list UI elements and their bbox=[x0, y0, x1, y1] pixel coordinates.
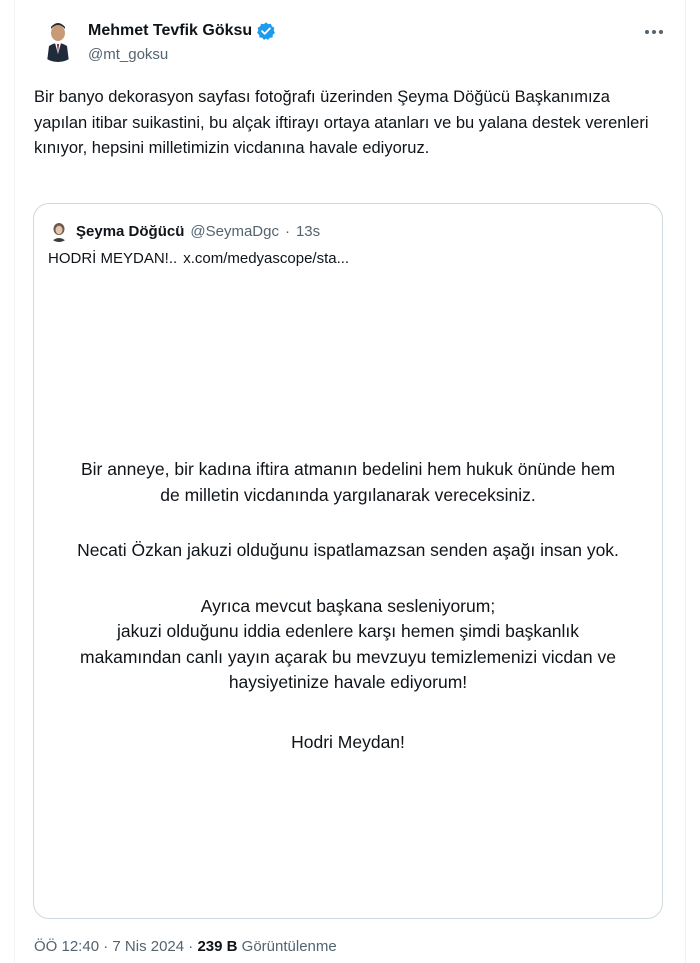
author-name-row bbox=[88, 21, 276, 41]
separator-dot: · bbox=[188, 938, 194, 955]
quoted-text: HODRİ MEYDAN!.. bbox=[48, 250, 178, 267]
image-line: Ayrıca mevcut başkana sesleniyorum; bbox=[200, 595, 496, 616]
author-handle[interactable]: @mt_goksu bbox=[88, 46, 169, 63]
views-label: Görüntülenme bbox=[241, 938, 337, 955]
quoted-tweet-header bbox=[48, 220, 320, 242]
image-line: Necati Özkan jakuzi olduğunu ispatlamazsan senden aşağı insan yok. bbox=[77, 540, 619, 560]
image-line: haysiyetinize havale ediyorum! bbox=[228, 672, 468, 692]
separator-dot: · bbox=[284, 222, 290, 240]
tweet-time[interactable]: ÖÖ 12:40 bbox=[34, 938, 100, 955]
image-line: Hodri Meydan! bbox=[291, 731, 405, 752]
image-line: de milletin vicdanında yargılanarak vereceksiniz. bbox=[160, 484, 536, 505]
author-avatar[interactable] bbox=[36, 18, 80, 62]
quoted-timestamp[interactable]: 13s bbox=[295, 222, 321, 240]
image-line: jakuzi olduğunu iddia edenlere karşı hemen şimdi başkanlık bbox=[116, 621, 580, 641]
quoted-author-handle[interactable]: @SeymaDgc bbox=[190, 222, 279, 240]
separator-dot: · bbox=[103, 938, 109, 955]
tweet-meta bbox=[34, 938, 337, 955]
image-line: Bir anneye, bir kadına iftira atmanın bedelini hem hukuk önünde hem bbox=[80, 459, 616, 479]
quoted-tweet-text bbox=[48, 250, 349, 267]
quoted-link[interactable]: x.com/medyascope/sta... bbox=[183, 250, 350, 267]
image-line: makamından canlı yayın açarak bu mevzuyu temizlemenizi vicdan ve bbox=[80, 646, 616, 667]
tweet-date[interactable]: 7 Nis 2024 bbox=[112, 938, 185, 955]
views-count: 239 B bbox=[197, 938, 238, 955]
verified-badge-icon bbox=[256, 21, 276, 41]
quoted-author-name[interactable]: Şeyma Döğücü bbox=[76, 222, 185, 240]
author-avatar-image bbox=[36, 18, 80, 62]
more-icon[interactable] bbox=[641, 22, 667, 42]
quoted-author-avatar[interactable] bbox=[48, 220, 70, 242]
quoted-image-text bbox=[34, 457, 662, 755]
quoted-tweet[interactable] bbox=[33, 203, 663, 919]
tweet-text: Bir banyo dekorasyon sayfası fotoğrafı üzerinden Şeyma Döğücü Başkanımıza yapılan itibar suikastini, bu alçak iftirayı ortaya atanları ve bu yalana destek verenleri kınıyor, hepsini milletimizin vicdanına havale ediyoruz. bbox=[34, 88, 649, 157]
author-name[interactable]: Mehmet Tevfik Göksu bbox=[88, 22, 253, 39]
